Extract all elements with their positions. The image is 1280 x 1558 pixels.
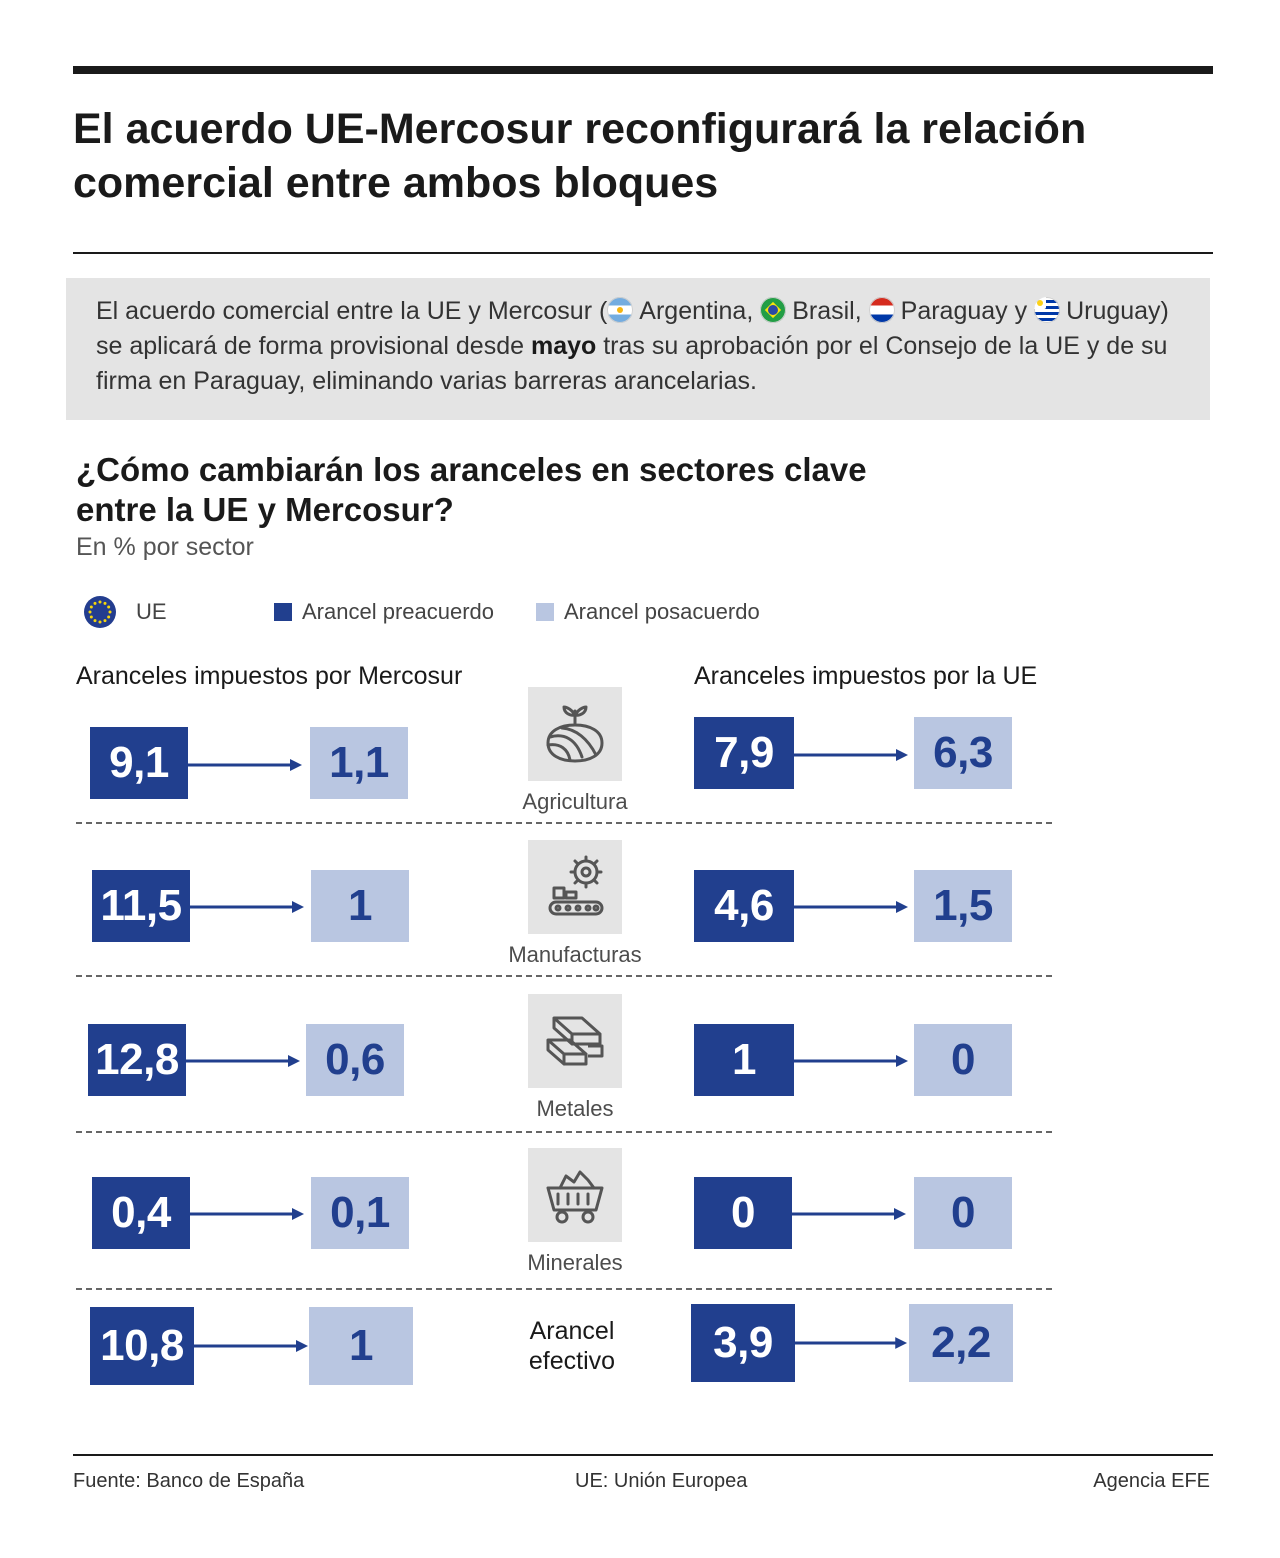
ue-pre-value: 0 — [694, 1177, 792, 1249]
chart-subtitle: En % por sector — [76, 533, 254, 561]
ue-pre-value: 7,9 — [694, 717, 794, 789]
legend-post-label: Arancel posacuerdo — [564, 599, 760, 624]
eu-star — [99, 601, 102, 604]
arrow-icon — [188, 757, 304, 773]
legend-item-post — [536, 595, 760, 629]
arrow-icon — [186, 1053, 302, 1069]
legend-item-eu — [84, 595, 167, 629]
legend-pre-label: Arancel preacuerdo — [302, 599, 495, 624]
effective-ue-pre-value: 3,9 — [691, 1304, 795, 1382]
effective-ue-post-value: 2,2 — [909, 1304, 1013, 1382]
sector-label: Metales — [536, 1096, 614, 1121]
page-title: El acuerdo UE-Mercosur reconfigurará la relación comercial entre ambos bloques — [73, 105, 1087, 207]
eu-star — [104, 619, 107, 622]
mercosur-post-value: 0,1 — [311, 1177, 409, 1249]
arrow-icon — [794, 1053, 910, 1069]
agriculture-icon-box — [528, 687, 622, 781]
paraguay-flag-icon — [869, 297, 895, 323]
eu-star — [94, 619, 97, 622]
eu-star — [89, 611, 92, 614]
metal-bars-icon-box — [528, 994, 622, 1088]
intro-argentina: Argentina, — [639, 297, 754, 325]
eu-star — [90, 606, 93, 609]
chart-title: ¿Cómo cambiarán los aranceles en sectores clave entre la UE y Mercosur? — [76, 451, 867, 528]
ue-post-value: 0 — [914, 1024, 1012, 1096]
arrow-icon — [792, 1206, 908, 1222]
mining-cart-icon-box — [528, 1148, 622, 1242]
sector-label: Manufacturas — [508, 942, 642, 967]
footer-source: Fuente: Banco de España — [73, 1470, 305, 1492]
arrow-icon — [190, 1206, 306, 1222]
ue-pre-value: 4,6 — [694, 870, 794, 942]
mercosur-post-value: 1 — [311, 870, 409, 942]
intro-box — [66, 278, 1210, 420]
mercosur-pre-value: 11,5 — [92, 870, 190, 942]
intro-part2: Uruguay) se aplicará de forma provisional desde — [96, 297, 1169, 360]
legend-eu-label: UE — [136, 599, 167, 624]
title-divider — [73, 252, 1213, 254]
mercosur-post-value: 0,6 — [306, 1024, 404, 1096]
row-divider — [76, 1131, 1052, 1133]
eu-star — [109, 611, 112, 614]
top-rule — [73, 66, 1213, 74]
ue-post-value: 0 — [914, 1177, 1012, 1249]
ue-post-value: 6,3 — [914, 717, 1012, 789]
mercosur-pre-value: 12,8 — [88, 1024, 186, 1096]
eu-star — [94, 602, 97, 605]
eu-star — [90, 616, 93, 619]
manufacturing-icon — [540, 852, 610, 922]
metal-bars-icon — [540, 1006, 610, 1076]
ue-pre-value: 1 — [694, 1024, 794, 1096]
intro-part3: tras su aprobación por el Consejo de la UE y de su firma en Paraguay, eliminando varias barreras arancelarias. — [96, 332, 1168, 395]
row-divider — [76, 975, 1052, 977]
effective-mercosur-pre-value: 10,8 — [90, 1307, 194, 1385]
intro-text — [96, 294, 1186, 399]
legend-swatch-pre — [274, 603, 292, 621]
mercosur-pre-value: 0,4 — [92, 1177, 190, 1249]
intro-brasil: Brasil, — [792, 297, 862, 325]
row-divider — [76, 1288, 1052, 1290]
uruguay-flag-icon — [1034, 297, 1060, 323]
argentina-flag-icon — [607, 297, 633, 323]
arrow-icon — [794, 747, 910, 763]
arrow-icon — [795, 1335, 909, 1351]
eu-star — [107, 616, 110, 619]
footer-note: UE: Unión Europea — [575, 1470, 748, 1492]
legend-swatch-post — [536, 603, 554, 621]
sector-label: Minerales — [527, 1250, 623, 1275]
footer-agency: Agencia EFE — [1093, 1470, 1210, 1492]
arrow-icon — [194, 1338, 310, 1354]
manufacturing-icon-box — [528, 840, 622, 934]
left-column-header: Aranceles impuestos por Mercosur — [76, 662, 463, 690]
effective-label-line2: efectivo — [528, 1347, 616, 1375]
effective-label — [484, 1316, 660, 1376]
ue-post-value: 1,5 — [914, 870, 1012, 942]
mercosur-post-value: 1,1 — [310, 727, 408, 799]
intro-paraguay: Paraguay y — [900, 297, 1028, 325]
right-column-header: Aranceles impuestos por la UE — [694, 662, 1038, 690]
eu-star — [104, 602, 107, 605]
intro-bold: mayo — [530, 332, 597, 360]
arrow-icon — [190, 899, 306, 915]
mining-cart-icon — [540, 1160, 610, 1230]
mercosur-pre-value: 9,1 — [90, 727, 188, 799]
effective-mercosur-post-value: 1 — [309, 1307, 413, 1385]
brazil-flag-icon — [760, 297, 786, 323]
intro-part1: El acuerdo comercial entre la UE y Mercosur ( — [96, 297, 608, 325]
sector-label: Agricultura — [522, 789, 628, 814]
footer-rule — [73, 1454, 1213, 1456]
eu-star — [99, 621, 102, 624]
effective-label-line1: Arancel — [529, 1317, 615, 1345]
legend-item-pre — [274, 595, 494, 629]
eu-flag-icon — [84, 596, 116, 628]
legend — [84, 595, 844, 629]
row-divider — [76, 822, 1052, 824]
eu-star — [107, 606, 110, 609]
arrow-icon — [794, 899, 910, 915]
agriculture-icon — [540, 699, 610, 769]
